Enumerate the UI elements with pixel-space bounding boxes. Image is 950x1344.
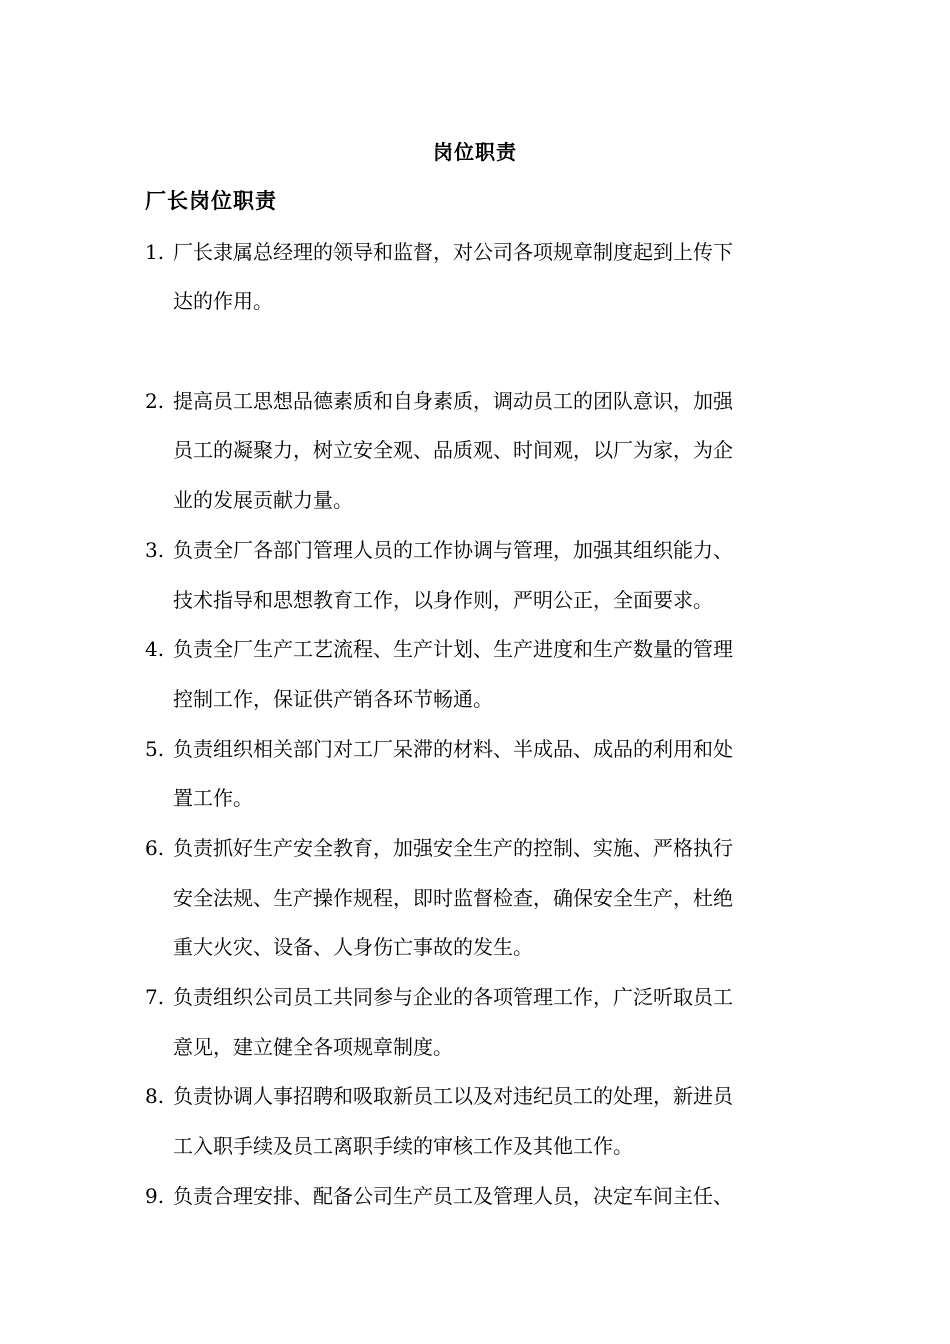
item-text: 负责组织相关部门对工厂呆滞的材料、半成品、成品的利用和处 [173,737,733,761]
list-item-1 [145,238,807,266]
list-item-8 [145,1082,807,1110]
item-text: 负责全厂生产工艺流程、生产计划、生产进度和生产数量的管理 [173,637,733,661]
item-text: 负责抓好生产安全教育，加强安全生产的控制、实施、严格执行 [173,836,733,860]
item-text-continuation: 技术指导和思想教育工作，以身作则，严明公正，全面要求。 [173,588,713,612]
item-number: 2. [145,389,165,413]
list-item-7 [145,983,807,1011]
item-number: 6. [145,836,165,860]
list-item-2 [145,387,807,415]
list-item-6 [145,834,807,862]
item-text-continuation: 意见，建立健全各项规章制度。 [173,1035,453,1059]
list-item-4 [145,635,807,663]
item-text: 负责全厂各部门管理人员的工作协调与管理，加强其组织能力、 [173,538,733,562]
item-text-continuation: 业的发展贡献力量。 [173,488,353,512]
item-number: 4. [145,637,165,661]
item-number: 7. [145,985,165,1009]
item-text: 负责合理安排、配备公司生产员工及管理人员，决定车间主任、 [173,1184,733,1208]
item-number: 9. [145,1184,165,1208]
item-text-continuation: 置工作。 [173,786,253,810]
item-text-continuation: 达的作用。 [173,289,273,313]
item-number: 1. [145,240,165,264]
list-item-3 [145,536,807,564]
item-text-continuation: 工入职手续及员工离职手续的审核工作及其他工作。 [173,1134,633,1158]
item-number: 3. [145,538,165,562]
page-title: 岗位职责 [433,140,517,164]
item-number: 8. [145,1084,165,1108]
item-text: 厂长隶属总经理的领导和监督，对公司各项规章制度起到上传下 [173,240,733,264]
list-item-9 [145,1182,807,1210]
item-text: 负责协调人事招聘和吸取新员工以及对违纪员工的处理，新进员 [173,1084,733,1108]
item-number: 5. [145,737,165,761]
item-text-continuation: 重大火灾、设备、人身伤亡事故的发生。 [173,935,533,959]
item-text: 负责组织公司员工共同参与企业的各项管理工作，广泛听取员工 [173,985,733,1009]
item-text-continuation: 控制工作，保证供产销各环节畅通。 [173,687,493,711]
item-text-continuation: 员工的凝聚力，树立安全观、品质观、时间观，以厂为家，为企 [173,438,733,462]
item-text-continuation: 安全法规、生产操作规程，即时监督检查，确保安全生产，杜绝 [173,886,733,910]
item-text: 提高员工思想品德素质和自身素质，调动员工的团队意识，加强 [173,389,733,413]
section-heading: 厂长岗位职责 [145,188,277,213]
list-item-5 [145,735,807,763]
